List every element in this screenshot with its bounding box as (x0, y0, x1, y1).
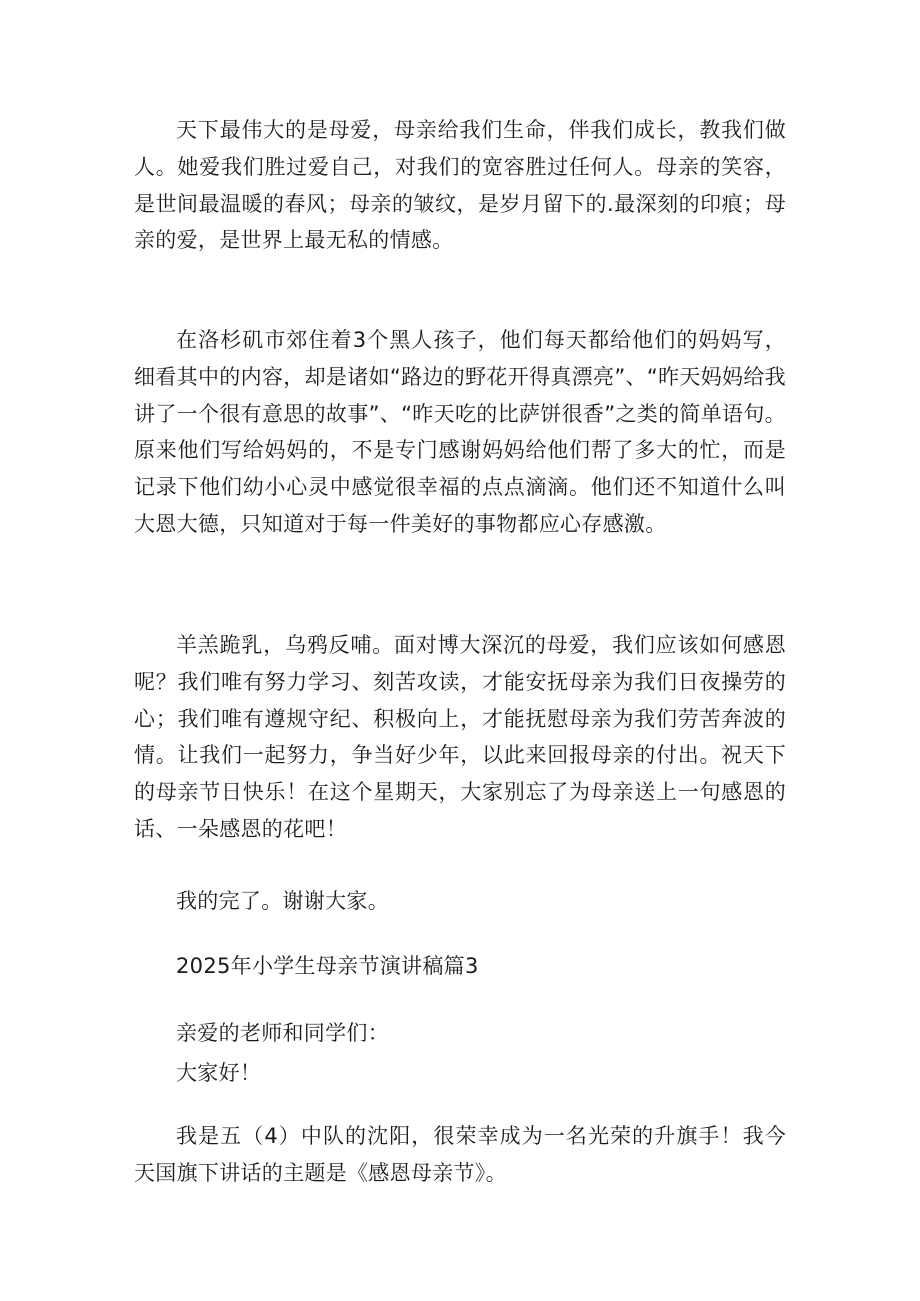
paragraph-gratitude: 羊羔跪乳，乌鸦反哺。面对博大深沉的母爱，我们应该如何感恩呢？我们唯有努力学习、刻苦攻读，才能安抚母亲为我们日夜操劳的心；我们唯有遵规守纪、积极向上，才能抚慰母亲为我们劳苦奔波的情。让我们一起努力，争当好少年，以此来回报母亲的付出。祝天下的母亲节日快乐！在这个星期天，大家别忘了为母亲送上一句感恩的话、一朵感恩的花吧！ (134, 633, 786, 841)
paragraph-introduction: 我是五（4）中队的沈阳，很荣幸成为一名光荣的升旗手！我今天国旗下讲话的主题是《感恩母亲节》。 (134, 1124, 786, 1185)
salutation: 亲爱的老师和同学们： (176, 1021, 389, 1045)
paragraph-los-angeles-children: 在洛杉矶市郊住着3个黑人孩子，他们每天都给他们的妈妈写，细看其中的内容，却是诸如“路边的野花开得真漂亮”、“昨天妈妈给我讲了一个很有意思的故事”、“昨天吃的比萨饼很香”之类的简单语句。原来他们写给妈妈的，不是专门感谢妈妈给他们帮了多大的忙，而是记录下他们幼小心灵中感觉很幸福的点点滴滴。他们还不知道什么叫大恩大德，只知道对于每一件美好的事物都应心存感激。 (134, 328, 786, 536)
section-heading: 2025年小学生母亲节演讲稿篇3 (176, 954, 479, 978)
greeting: 大家好！ (176, 1061, 262, 1085)
paragraph-closing: 我的完了。谢谢大家。 (176, 889, 389, 913)
paragraph-mothers-love: 天下最伟大的是母爱，母亲给我们生命，伴我们成长，教我们做人。她爱我们胜过爱自己，对我们的宽容胜过任何人。母亲的笑容，是世间最温暖的春风；母亲的皱纹，是岁月留下的.最深刻的印痕；母亲的爱，是世界上最无私的情感。 (134, 118, 786, 253)
